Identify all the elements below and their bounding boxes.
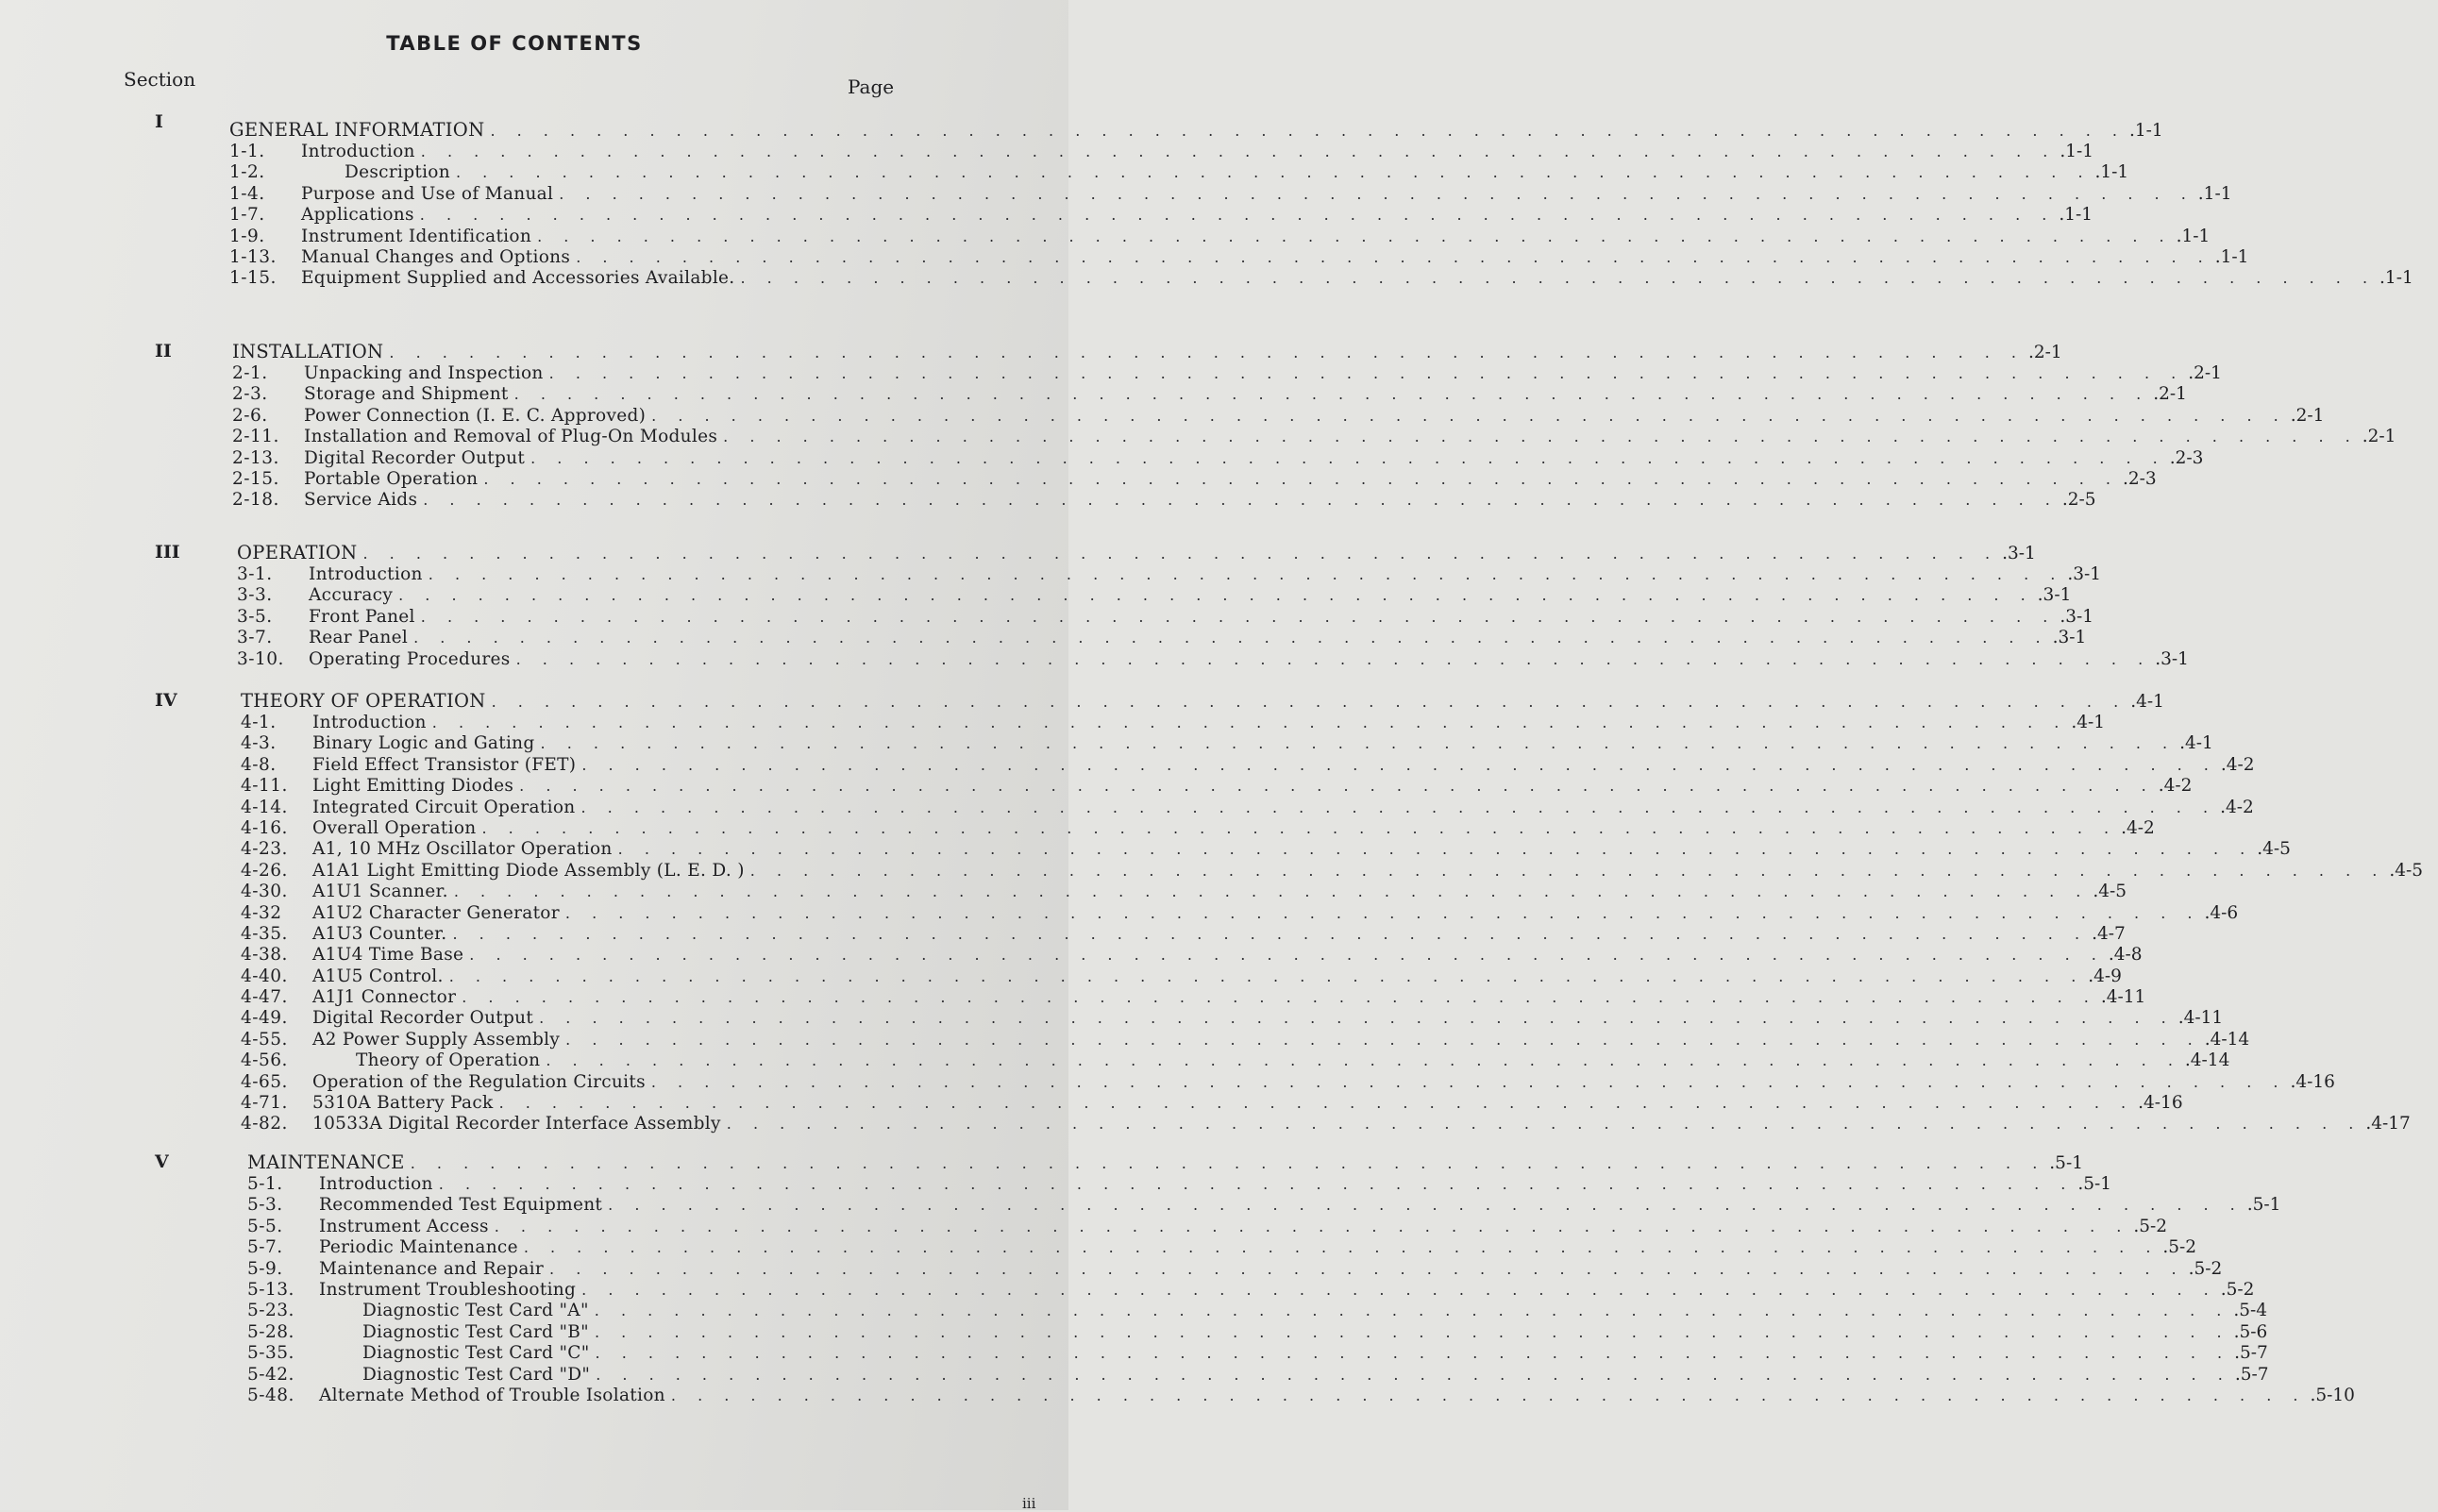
toc-entry-row — [241, 860, 2424, 882]
entry-number: 4-30. — [241, 882, 288, 902]
entry-number: 2-18. — [232, 490, 279, 511]
entry-page: .5-2 — [2220, 1279, 2255, 1300]
entry-page: .5-10 — [2310, 1385, 2355, 1405]
entry-page: .4-17 — [2365, 1114, 2411, 1134]
entry-number: 4-82. — [241, 1114, 288, 1134]
section-numeral: III — [155, 542, 180, 563]
dot-leader: . . . . . . . . . . . . . . . . . . . . . . . . . . . . . . . . . . . . . . . . . . . . . . . . . . . . . . . . . . . . . . — [469, 946, 2105, 965]
entry-label: Front Panel — [309, 606, 415, 627]
entry-number: 4-55. — [241, 1029, 288, 1050]
toc-entry-row — [241, 1071, 2335, 1093]
entry-label: Light Emitting Diodes — [312, 776, 514, 797]
entry-label: Purpose and Use of Manual — [301, 183, 554, 204]
entry-label: Digital Recorder Output — [312, 1008, 534, 1029]
entry-page: .2-1 — [2362, 427, 2396, 447]
dot-leader: . . . . . . . . . . . . . . . . . . . . . . . . . . . . . . . . . . . . . . . . . . . . . . . . . . . . . . . . . . . . . . — [419, 206, 2056, 225]
section-heading-row — [232, 341, 2062, 363]
entry-page: .3-1 — [2037, 585, 2072, 606]
toc-entry-row — [241, 733, 2213, 754]
entry-label: Instrument Troubleshooting — [319, 1279, 577, 1300]
entry-page: .4-8 — [2108, 945, 2143, 966]
entry-number: 4-23. — [241, 839, 288, 860]
entry-page: .5-6 — [2233, 1321, 2268, 1342]
dot-leader: . . . . . . . . . . . . . . . . . . . . . . . . . . . . . . . . . . . . . . . . . . . . . . . . . . . . . . . . . . . . . . — [513, 385, 2150, 404]
entry-page: .5-2 — [2162, 1237, 2197, 1258]
toc-entry-row — [232, 427, 2396, 447]
dot-leader: . . . . . . . . . . . . . . . . . . . . . . . . . . . . . . . . . . . . . . . . . . . . . . . . . . . . . . . . . . . . . . — [494, 1217, 2130, 1235]
entry-number: 4-38. — [241, 945, 288, 966]
entry-number: 3-5. — [237, 606, 273, 627]
section-title: INSTALLATION — [232, 341, 384, 362]
entry-label: Introduction — [312, 713, 427, 732]
entry-label: Installation and Removal of Plug-On Modules — [304, 427, 718, 447]
toc-entry-row — [247, 1321, 2268, 1343]
toc-entry-row — [237, 648, 2189, 670]
entry-page: .4-9 — [2088, 966, 2122, 986]
entry-label: Diagnostic Test Card "B" — [362, 1321, 589, 1342]
entry-page: .4-11 — [2100, 987, 2146, 1008]
toc-entry-row — [241, 1114, 2411, 1134]
entry-label: Introduction — [301, 142, 415, 161]
toc-entry-row — [229, 183, 2232, 205]
dot-leader: . . . . . . . . . . . . . . . . . . . . . . . . . . . . . . . . . . . . . . . . . . . . . . . . . . . . . . . . . . . . . . — [565, 1030, 2201, 1049]
dot-leader: . . . . . . . . . . . . . . . . . . . . . . . . . . . . . . . . . . . . . . . . . . . . . . . . . . . . . . . . . . . . . . — [455, 163, 2092, 182]
entry-page: .1-1 — [2060, 142, 2094, 161]
entry-number: 2-3. — [232, 384, 268, 405]
entry-number: 4-47. — [241, 987, 288, 1008]
entry-page: .3-1 — [2155, 648, 2189, 669]
entry-page: .4-2 — [2121, 817, 2155, 838]
entry-label: Introduction — [309, 564, 423, 584]
page-column-header: Page — [848, 76, 895, 98]
entry-page: .1-1 — [2094, 162, 2129, 183]
entry-page: .4-5 — [2389, 860, 2424, 881]
entry-number: 2-11. — [232, 427, 279, 447]
dot-leader: . . . . . . . . . . . . . . . . . . . . . . . . . . . . . . . . . . . . . . . . . . . . . . . . . . . . . . . . . . . . . . — [580, 798, 2217, 816]
entry-page: .4-2 — [2158, 776, 2193, 797]
entry-label: Digital Recorder Output — [304, 447, 526, 468]
dot-leader: . . . . . . . . . . . . . . . . . . . . . . . . . . . . . . . . . . . . . . . . . . . . . . . . . . . . . . . . . . . . . . — [362, 545, 1999, 563]
section-heading-row — [237, 542, 2036, 564]
entry-number: 5-3. — [247, 1195, 283, 1216]
toc-entry-row — [241, 1093, 2183, 1114]
entry-number: 1-4. — [229, 183, 265, 204]
entry-number: 1-1. — [229, 142, 265, 161]
entry-page: .5-4 — [2233, 1301, 2268, 1321]
toc-entry-row — [247, 1301, 2268, 1321]
toc-entry-row — [237, 628, 2087, 648]
dot-leader: . . . . . . . . . . . . . . . . . . . . . . . . . . . . . . . . . . . . . . . . . . . . . . . . . . . . . . . . . . . . . . — [420, 143, 2057, 160]
dot-leader: . . . . . . . . . . . . . . . . . . . . . . . . . . . . . . . . . . . . . . . . . . . . . . . . . . . . . . . . . . . . . . — [576, 247, 2211, 266]
entry-label: Equipment Supplied and Accessories Available. — [301, 268, 735, 289]
dot-leader: . . . . . . . . . . . . . . . . . . . . . . . . . . . . . . . . . . . . . . . . . . . . . . . . . . . . . . . . . . . . . . — [481, 818, 2118, 837]
entry-label: Applications — [301, 205, 414, 226]
dot-leader: . . . . . . . . . . . . . . . . . . . . . . . . . . . . . . . . . . . . . . . . . . . . . . . . . . . . . . . . . . . . . . — [548, 364, 2185, 382]
entry-label: Binary Logic and Gating — [312, 733, 535, 754]
entry-number: 4-1. — [241, 713, 277, 732]
entry-number: 4-65. — [241, 1071, 288, 1092]
dot-leader: . . . . . . . . . . . . . . . . . . . . . . . . . . . . . . . . . . . . . . . . . . . . . . . . . . . . . . . . . . . . . . — [483, 469, 2119, 488]
entry-page: .5-2 — [2133, 1216, 2168, 1236]
dot-leader: . . . . . . . . . . . . . . . . . . . . . . . . . . . . . . . . . . . . . . . . . . . . . . . . . . . . . . . . . . . . . . — [650, 1072, 2287, 1091]
entry-label: Operation of the Regulation Circuits — [312, 1071, 646, 1092]
toc-entry-row — [247, 1364, 2269, 1386]
entry-label: Overall Operation — [312, 817, 477, 838]
entry-page: .2-1 — [2153, 384, 2187, 405]
entry-number: 4-56. — [241, 1050, 288, 1071]
toc-entry-row — [241, 713, 2106, 733]
section-title: MAINTENANCE — [247, 1151, 405, 1173]
toc-entry-row — [241, 839, 2291, 860]
dot-leader: . . . . . . . . . . . . . . . . . . . . . . . . . . . . . . . . . . . . . . . . . . . . . . . . . . . . . . . . . . . . . . — [596, 1365, 2231, 1384]
section-numeral: I — [155, 111, 163, 132]
entry-number: 1-13. — [229, 246, 277, 267]
dot-leader: . . . . . . . . . . . . . . . . . . . . . . . . . . . . . . . . . . . . . . . . . . . . . . . . . . . . . . . . . . . . . . — [428, 565, 2064, 583]
entry-page: .4-2 — [2220, 754, 2255, 775]
entry-page: .2-1 — [2290, 405, 2325, 426]
entry-label: A1J1 Connector — [312, 987, 457, 1008]
entry-page: .2-1 — [2028, 343, 2062, 362]
entry-label: A1U5 Control. — [312, 966, 444, 986]
entry-page: .1-1 — [2379, 268, 2413, 289]
toc-entry-row — [241, 923, 2126, 945]
entry-label: A1U1 Scanner. — [312, 882, 448, 902]
entry-page: .4-5 — [2093, 882, 2127, 902]
section-numeral: IV — [155, 690, 177, 711]
entry-label: Field Effect Transistor (FET) — [312, 754, 577, 775]
entry-number: 4-32 — [241, 902, 282, 923]
entry-page: .3-1 — [2060, 606, 2094, 627]
entry-page: .1-1 — [2059, 205, 2093, 226]
dot-leader: . . . . . . . . . . . . . . . . . . . . . . . . . . . . . . . . . . . . . . . . . . . . . . . . . . . . . . . . . . . . . . — [549, 1259, 2185, 1278]
entry-label: Description — [345, 162, 450, 183]
entry-label: A1U3 Counter. — [312, 923, 447, 944]
entry-label: Instrument Identification — [301, 226, 532, 246]
entry-page: .5-7 — [2234, 1364, 2269, 1385]
entry-label: Instrument Access — [319, 1216, 489, 1236]
dot-leader: . . . . . . . . . . . . . . . . . . . . . . . . . . . . . . . . . . . . . . . . . . . . . . . . . . . . . . . . . . . . . . — [389, 344, 2025, 361]
entry-number: 2-1. — [232, 363, 268, 383]
section-numeral: II — [155, 341, 172, 361]
entry-label: Service Aids — [304, 490, 418, 511]
dot-leader: . . . . . . . . . . . . . . . . . . . . . . . . . . . . . . . . . . . . . . . . . . . . . . . . . . . . . . . . . . . . . . — [726, 1115, 2362, 1134]
entry-page: .3-1 — [2052, 628, 2087, 648]
toc-entry-row — [229, 205, 2093, 226]
toc-entry-row — [247, 1216, 2168, 1237]
dot-leader: . . . . . . . . . . . . . . . . . . . . . . . . . . . . . . . . . . . . . . . . . . . . . . . . . . . . . . . . . . . . . . — [413, 629, 2049, 647]
dot-leader: . . . . . . . . . . . . . . . . . . . . . . . . . . . . . . . . . . . . . . . . . . . . . . . . . . . . . . . . . . . . . . — [594, 1302, 2230, 1320]
dot-leader: . . . . . . . . . . . . . . . . . . . . . . . . . . . . . . . . . . . . . . . . . . . . . . . . . . . . . . . . . . . . . . — [740, 269, 2377, 288]
entry-page: .2-3 — [2122, 468, 2157, 489]
toc-entry-row — [241, 1050, 2230, 1071]
section-numeral: V — [155, 1151, 169, 1172]
entry-number: 4-14. — [241, 797, 288, 817]
entry-page: .2-1 — [2188, 363, 2222, 383]
entry-label: Unpacking and Inspection — [304, 363, 544, 383]
entry-number: 4-71. — [241, 1093, 288, 1114]
entry-number: 5-23. — [247, 1301, 294, 1321]
toc-entry-row — [241, 754, 2255, 776]
dot-leader: . . . . . . . . . . . . . . . . . . . . . . . . . . . . . . . . . . . . . . . . . . . . . . . . . . . . . . . . . . . . . . — [453, 882, 2090, 901]
entry-number: 4-26. — [241, 860, 288, 881]
entry-number: 5-13. — [247, 1279, 294, 1300]
dot-leader: . . . . . . . . . . . . . . . . . . . . . . . . . . . . . . . . . . . . . . . . . . . . . . . . . . . . . . . . . . . . . . — [452, 924, 2089, 943]
entry-page: .4-2 — [2220, 797, 2254, 817]
entry-label: 10533A Digital Recorder Interface Assembly — [312, 1114, 721, 1134]
dot-leader: . . . . . . . . . . . . . . . . . . . . . . . . . . . . . . . . . . . . . . . . . . . . . . . . . . . . . . . . . . . . . . — [595, 1322, 2230, 1341]
dot-leader: . . . . . . . . . . . . . . . . . . . . . . . . . . . . . . . . . . . . . . . . . . . . . . . . . . . . . . . . . . . . . . — [564, 903, 2201, 922]
entry-label: Integrated Circuit Operation — [312, 797, 576, 817]
dot-leader: . . . . . . . . . . . . . . . . . . . . . . . . . . . . . . . . . . . . . . . . . . . . . . . . . . . . . . . . . . . . . . — [723, 428, 2359, 446]
entry-page: .5-2 — [2188, 1258, 2223, 1279]
dot-leader: . . . . . . . . . . . . . . . . . . . . . . . . . . . . . . . . . . . . . . . . . . . . . . . . . . . . . . . . . . . . . . — [491, 693, 2127, 711]
dot-leader: . . . . . . . . . . . . . . . . . . . . . . . . . . . . . . . . . . . . . . . . . . . . . . . . . . . . . . . . . . . . . . — [530, 448, 2166, 467]
dot-leader: . . . . . . . . . . . . . . . . . . . . . . . . . . . . . . . . . . . . . . . . . . . . . . . . . . . . . . . . . . . . . . — [438, 1175, 2075, 1193]
dot-leader: . . . . . . . . . . . . . . . . . . . . . . . . . . . . . . . . . . . . . . . . . . . . . . . . . . . . . . . . . . . . . . — [448, 966, 2085, 985]
entry-label: A1U4 Time Base — [312, 945, 464, 966]
entry-label: Manual Changes and Options — [301, 246, 571, 267]
entry-page: .4-14 — [2204, 1029, 2250, 1050]
entry-number: 4-35. — [241, 923, 288, 944]
entry-page: .5-1 — [2049, 1153, 2083, 1173]
entry-label: A1U2 Character Generator — [312, 902, 560, 923]
entry-number: 3-3. — [237, 585, 273, 606]
entry-page: .1-1 — [2197, 183, 2232, 204]
toc-entry-row — [229, 268, 2413, 289]
entry-page: .4-5 — [2257, 839, 2291, 860]
section-column-header: Section — [124, 68, 196, 91]
entry-number: 5-1. — [247, 1174, 283, 1194]
dot-leader: . . . . . . . . . . . . . . . . . . . . . . . . . . . . . . . . . . . . . . . . . . . . . . . . . . . . . . . . . . . . . . — [595, 1344, 2231, 1363]
toc-entry-row — [241, 797, 2254, 818]
toc-entry-row — [237, 564, 2102, 585]
entry-number: 5-42. — [247, 1364, 294, 1385]
entry-number: 5-28. — [247, 1321, 294, 1342]
toc-entry-row — [247, 1279, 2255, 1301]
entry-page: .4-1 — [2071, 713, 2106, 732]
section-title: THEORY OF OPERATION — [241, 690, 486, 712]
entry-label: Storage and Shipment — [304, 384, 509, 405]
dot-leader: . . . . . . . . . . . . . . . . . . . . . . . . . . . . . . . . . . . . . . . . . . . . . . . . . . . . . . . . . . . . . . — [559, 184, 2194, 203]
entry-page: .4-11 — [2177, 1008, 2224, 1029]
toc-entry-row — [241, 987, 2146, 1008]
dot-leader: . . . . . . . . . . . . . . . . . . . . . . . . . . . . . . . . . . . . . . . . . . . . . . . . . . . . . . . . . . . . . . — [608, 1196, 2244, 1215]
entry-number: 3-10. — [237, 648, 284, 669]
entry-label: Alternate Method of Trouble Isolation — [319, 1385, 665, 1405]
section-heading-row — [247, 1151, 2083, 1174]
entry-page: .4-16 — [2290, 1071, 2335, 1092]
entry-page: .2-5 — [2061, 490, 2096, 511]
entry-page: .2-3 — [2169, 447, 2204, 468]
dot-leader: . . . . . . . . . . . . . . . . . . . . . . . . . . . . . . . . . . . . . . . . . . . . . . . . . . . . . . . . . . . . . . — [515, 649, 2152, 668]
dot-leader: . . . . . . . . . . . . . . . . . . . . . . . . . . . . . . . . . . . . . . . . . . . . . . . . . . . . . . . . . . . . . . — [498, 1094, 2135, 1113]
entry-number: 2-15. — [232, 468, 279, 489]
toc-entry-row — [232, 468, 2157, 490]
dot-leader: . . . . . . . . . . . . . . . . . . . . . . . . . . . . . . . . . . . . . . . . . . . . . . . . . . . . . . . . . . . . . . — [410, 1154, 2046, 1172]
dot-leader: . . . . . . . . . . . . . . . . . . . . . . . . . . . . . . . . . . . . . . . . . . . . . . . . . . . . . . . . . . . . . . — [540, 734, 2177, 753]
toc-entry-row — [247, 1195, 2281, 1216]
toc-entry-row — [229, 162, 2129, 183]
entry-page: .4-14 — [2184, 1050, 2230, 1071]
dot-leader: . . . . . . . . . . . . . . . . . . . . . . . . . . . . . . . . . . . . . . . . . . . . . . . . . . . . . . . . . . . . . . — [617, 840, 2254, 859]
entry-label: Rear Panel — [309, 628, 409, 648]
entry-label: A1, 10 MHz Oscillator Operation — [312, 839, 613, 860]
dot-leader: . . . . . . . . . . . . . . . . . . . . . . . . . . . . . . . . . . . . . . . . . . . . . . . . . . . . . . . . . . . . . . — [537, 227, 2173, 245]
page-number: iii — [1022, 1495, 1036, 1512]
entry-page: .5-7 — [2234, 1343, 2268, 1364]
entry-number: 4-11. — [241, 776, 288, 797]
entry-number: 5-7. — [247, 1237, 283, 1258]
dot-leader: . . . . . . . . . . . . . . . . . . . . . . . . . . . . . . . . . . . . . . . . . . . . . . . . . . . . . . . . . . . . . . — [431, 714, 2068, 731]
dot-leader: . . . . . . . . . . . . . . . . . . . . . . . . . . . . . . . . . . . . . . . . . . . . . . . . . . . . . . . . . . . . . . — [670, 1386, 2307, 1404]
entry-page: .4-6 — [2204, 902, 2239, 923]
entry-label: Theory of Operation — [356, 1050, 541, 1071]
entry-number: 5-9. — [247, 1258, 283, 1279]
section-title: OPERATION — [237, 542, 358, 563]
entry-label: Diagnostic Test Card "A" — [362, 1301, 589, 1321]
entry-number: 1-7. — [229, 205, 265, 226]
entry-page: .4-1 — [2130, 692, 2164, 712]
entry-number: 2-6. — [232, 405, 268, 426]
dot-leader: . . . . . . . . . . . . . . . . . . . . . . . . . . . . . . . . . . . . . . . . . . . . . . . . . . . . . . . . . . . . . . — [581, 755, 2217, 774]
entry-page: .4-16 — [2138, 1093, 2183, 1114]
dot-leader: . . . . . . . . . . . . . . . . . . . . . . . . . . . . . . . . . . . . . . . . . . . . . . . . . . . . . . . . . . . . . . — [651, 406, 2287, 425]
section-heading-row — [241, 690, 2164, 713]
page-title: TABLE OF CONTENTS — [386, 32, 643, 55]
toc-entry-row — [241, 1008, 2224, 1029]
entry-label: Maintenance and Repair — [319, 1258, 545, 1279]
entry-number: 5-35. — [247, 1343, 294, 1364]
entry-label: Periodic Maintenance — [319, 1237, 518, 1258]
entry-page: .1-1 — [2129, 121, 2163, 141]
toc-entry-row — [241, 966, 2122, 987]
entry-number: 3-7. — [237, 628, 273, 648]
entry-page: .3-1 — [2002, 544, 2036, 563]
entry-label: Accuracy — [309, 585, 394, 606]
toc-entry-row — [232, 447, 2204, 469]
entry-label: Introduction — [319, 1174, 433, 1194]
toc-entry-row — [247, 1174, 2112, 1195]
entry-label: Diagnostic Test Card "C" — [362, 1343, 590, 1364]
entry-page: .3-1 — [2067, 564, 2102, 584]
entry-number: 4-3. — [241, 733, 277, 754]
entry-number: 4-49. — [241, 1008, 288, 1029]
entry-label: Diagnostic Test Card "D" — [362, 1364, 591, 1385]
section-heading-row — [229, 119, 2163, 142]
toc-entry-row — [241, 1029, 2250, 1050]
entry-label: Power Connection (I. E. C. Approved) — [304, 405, 647, 426]
dot-leader: . . . . . . . . . . . . . . . . . . . . . . . . . . . . . . . . . . . . . . . . . . . . . . . . . . . . . . . . . . . . . . — [490, 122, 2127, 140]
toc-entry-row — [229, 142, 2094, 162]
entry-page: .4-7 — [2092, 923, 2126, 944]
dot-leader: . . . . . . . . . . . . . . . . . . . . . . . . . . . . . . . . . . . . . . . . . . . . . . . . . . . . . . . . . . . . . . — [519, 777, 2155, 796]
entry-label: Portable Operation — [304, 468, 479, 489]
toc-entry-row — [241, 776, 2193, 797]
toc-entry-row — [241, 945, 2143, 966]
toc-entry-row — [237, 606, 2094, 628]
entry-number: 1-9. — [229, 226, 265, 246]
entry-label: A2 Power Supply Assembly — [312, 1029, 561, 1050]
toc-entry-row — [229, 246, 2249, 268]
entry-label: A1A1 Light Emitting Diode Assembly (L. E. D. ) — [312, 860, 745, 881]
entry-page: .5-1 — [2246, 1195, 2281, 1216]
toc-entry-row — [247, 1385, 2355, 1406]
toc-entry-row — [232, 363, 2222, 384]
entry-page: .4-1 — [2179, 733, 2213, 754]
dot-leader: . . . . . . . . . . . . . . . . . . . . . . . . . . . . . . . . . . . . . . . . . . . . . . . . . . . . . . . . . . . . . . — [420, 607, 2057, 626]
dot-leader: . . . . . . . . . . . . . . . . . . . . . . . . . . . . . . . . . . . . . . . . . . . . . . . . . . . . . . . . . . . . . . — [581, 1280, 2217, 1299]
toc-entry-row — [229, 226, 2211, 247]
dot-leader: . . . . . . . . . . . . . . . . . . . . . . . . . . . . . . . . . . . . . . . . . . . . . . . . . . . . . . . . . . . . . . — [546, 1051, 2181, 1070]
entry-number: 1-15. — [229, 268, 277, 289]
toc-entry-row — [232, 490, 2096, 511]
entry-number: 1-2. — [229, 162, 265, 183]
dot-leader: . . . . . . . . . . . . . . . . . . . . . . . . . . . . . . . . . . . . . . . . . . . . . . . . . . . . . . . . . . . . . . — [539, 1009, 2175, 1028]
entry-number: 4-8. — [241, 754, 277, 775]
dot-leader: . . . . . . . . . . . . . . . . . . . . . . . . . . . . . . . . . . . . . . . . . . . . . . . . . . . . . . . . . . . . . . — [462, 988, 2097, 1007]
toc-entry-row — [232, 384, 2187, 405]
toc-entry-row — [232, 405, 2325, 427]
entry-number: 4-16. — [241, 817, 288, 838]
entry-number: 3-1. — [237, 564, 273, 584]
entry-page: .5-1 — [2077, 1174, 2112, 1194]
dot-leader: . . . . . . . . . . . . . . . . . . . . . . . . . . . . . . . . . . . . . . . . . . . . . . . . . . . . . . . . . . . . . . — [523, 1238, 2160, 1257]
entry-label: Recommended Test Equipment — [319, 1195, 603, 1216]
entry-page: .1-1 — [2214, 246, 2249, 267]
toc-entry-row — [247, 1343, 2268, 1364]
dot-leader: . . . . . . . . . . . . . . . . . . . . . . . . . . . . . . . . . . . . . . . . . . . . . . . . . . . . . . . . . . . . . . — [398, 586, 2034, 605]
entry-page: .1-1 — [2176, 226, 2211, 246]
section-title: GENERAL INFORMATION — [229, 119, 485, 141]
toc-entry-row — [247, 1237, 2197, 1258]
entry-number: 5-48. — [247, 1385, 294, 1405]
toc-entry-row — [241, 817, 2155, 839]
entry-label: Operating Procedures — [309, 648, 511, 669]
toc-entry-row — [241, 882, 2127, 902]
toc-entry-row — [247, 1258, 2223, 1280]
entry-number: 2-13. — [232, 447, 279, 468]
dot-leader: . . . . . . . . . . . . . . . . . . . . . . . . . . . . . . . . . . . . . . . . . . . . . . . . . . . . . . . . . . . . . . — [749, 861, 2386, 880]
toc-entry-row — [237, 585, 2072, 606]
entry-number: 4-40. — [241, 966, 288, 986]
entry-number: 5-5. — [247, 1216, 283, 1236]
entry-label: 5310A Battery Pack — [312, 1093, 494, 1114]
toc-entry-row — [241, 902, 2239, 924]
dot-leader: . . . . . . . . . . . . . . . . . . . . . . . . . . . . . . . . . . . . . . . . . . . . . . . . . . . . . . . . . . . . . . — [423, 491, 2059, 510]
